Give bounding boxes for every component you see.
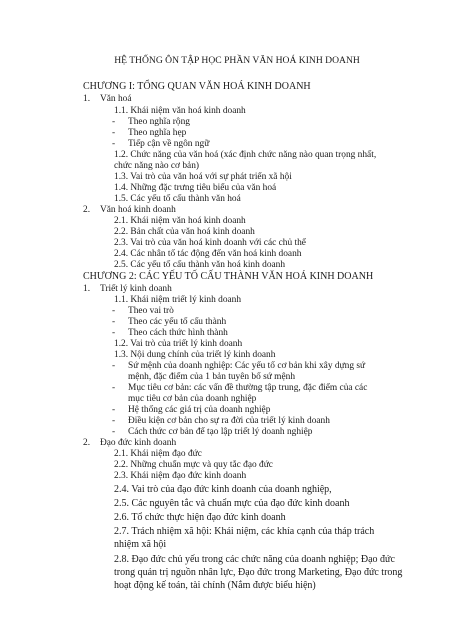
list-item: - Tiếp cận về ngôn ngữ [112, 139, 210, 149]
chapter-1-item-2-4: 2.4. Các nhân tố tác động đến văn hoá kinh doanh [114, 249, 302, 259]
chapter-2-item-2-7: 2.7. Trách nhiệm xã hội: Khái niệm, các khía cạnh của tháp trách nhiệm xã hội [114, 526, 375, 550]
chapter-2-item-2-8: 2.8. Đạo đức chủ yếu trong các chức năng của doanh nghiệp; Đạo đức trong quản trị nguồn nhân lực, Đạo đức trong Marketing, Đạo đức trong hoạt động kế toán, tài chính (Nắm được biểu hiện) [114, 554, 403, 591]
chapter-1-item-2-5: 2.5. Các yếu tố cấu thành văn hoá kinh doanh [114, 260, 286, 270]
section-number: 2. [83, 205, 91, 215]
chapter-2-item-1-1: 1.1. Khái niệm triết lý kinh doanh [114, 295, 242, 305]
section-number: 2. [83, 438, 91, 448]
chapter-1-item-1-3: 1.3. Vai trò của văn hoá với sự phát triển xã hội [114, 172, 292, 182]
list-item: - Hệ thống các giá trị của doanh nghiệp [112, 405, 271, 415]
chapter-2-item-2-1: 2.1. Khái niệm đạo đức [114, 449, 202, 459]
chapter-2-heading: CHƯƠNG 2: CÁC YẾU TỐ CẤU THÀNH VĂN HOÁ KINH DOANH [83, 271, 374, 282]
section-label: Triết lý kinh doanh [100, 284, 172, 294]
page-title: HỆ THỐNG ÔN TẬP HỌC PHẦN VĂN HOÁ KINH DOANH [114, 55, 360, 66]
list-item: - Theo các yếu tố cấu thành [112, 317, 227, 327]
section-label: Văn hoá [100, 94, 132, 104]
section-label: Văn hoá kinh doanh [100, 205, 176, 215]
list-item: - Theo cách thức hình thành [112, 328, 228, 338]
chapter-2-section-2 [83, 438, 176, 449]
chapter-1-item-2-2: 2.2. Bản chất của văn hoá kinh doanh [114, 227, 255, 237]
section-label: Đạo đức kinh doanh [100, 438, 177, 448]
chapter-2-section-1 [83, 284, 172, 295]
list-item: - Theo nghĩa hẹp [112, 128, 187, 138]
list-item: - Cách thức cơ bản để tạo lập triết lý doanh nghiệp [112, 427, 313, 437]
list-item: - Theo nghĩa rộng [112, 117, 190, 127]
chapter-1-item-1-5: 1.5. Các yếu tố cấu thành văn hoá [114, 194, 241, 204]
section-number: 1. [83, 94, 91, 104]
list-item: - Theo vai trò [112, 306, 174, 316]
chapter-2-item-1-2: 1.2. Vai trò của triết lý kinh doanh [114, 339, 243, 349]
chapter-2-item-2-3: 2.3. Khái niệm đạo đức kinh doanh [114, 471, 247, 481]
chapter-2-item-2-6: 2.6. Tổ chức thực hiện đạo đức kinh doanh [114, 512, 286, 523]
chapter-1-item-1-1: 1.1. Khái niệm văn hoá kinh doanh [114, 106, 246, 116]
section-number: 1. [83, 284, 91, 294]
chapter-1-item-2-1: 2.1. Khái niệm văn hoá kinh doanh [114, 216, 246, 226]
chapter-2-item-2-4: 2.4. Vai trò của đạo đức kinh doanh của doanh nghiệp, [114, 484, 332, 495]
list-item: - Sứ mệnh của doanh nghiệp: Các yếu tố cơ bản khi xây dựng sứ mệnh, đặc điểm của 1 bản tuyên bố sứ mệnh [112, 361, 366, 382]
chapter-1-item-1-4: 1.4. Những đặc trưng tiêu biểu của văn hoá [114, 183, 277, 193]
list-item: - Điều kiện cơ bản cho sự ra đời của triết lý kinh doanh [112, 416, 330, 426]
list-item: - Mục tiêu cơ bản: các vấn đề thường tập trung, đặc điểm của các mục tiêu cơ bản của doanh nghiệp [112, 383, 368, 404]
chapter-1-item-1-2: 1.2. Chức năng của văn hoá (xác định chức năng nào quan trọng nhất, chức năng nào cơ bản) [114, 150, 377, 171]
chapter-1-heading: CHƯƠNG I: TỔNG QUAN VĂN HOÁ KINH DOANH [83, 81, 311, 92]
chapter-1-section-1 [83, 94, 132, 105]
chapter-2-item-1-3: 1.3. Nội dung chính của triết lý kinh doanh [114, 350, 276, 360]
chapter-1-section-2 [83, 205, 176, 216]
chapter-2-item-2-2: 2.2. Những chuẩn mực và quy tắc đạo đức [114, 460, 273, 470]
chapter-1-item-2-3: 2.3. Vai trò của văn hoá kinh doanh với các chủ thể [114, 238, 306, 248]
chapter-2-item-2-5: 2.5. Các nguyên tắc và chuẩn mực của đạo đức kinh doanh [114, 498, 350, 509]
